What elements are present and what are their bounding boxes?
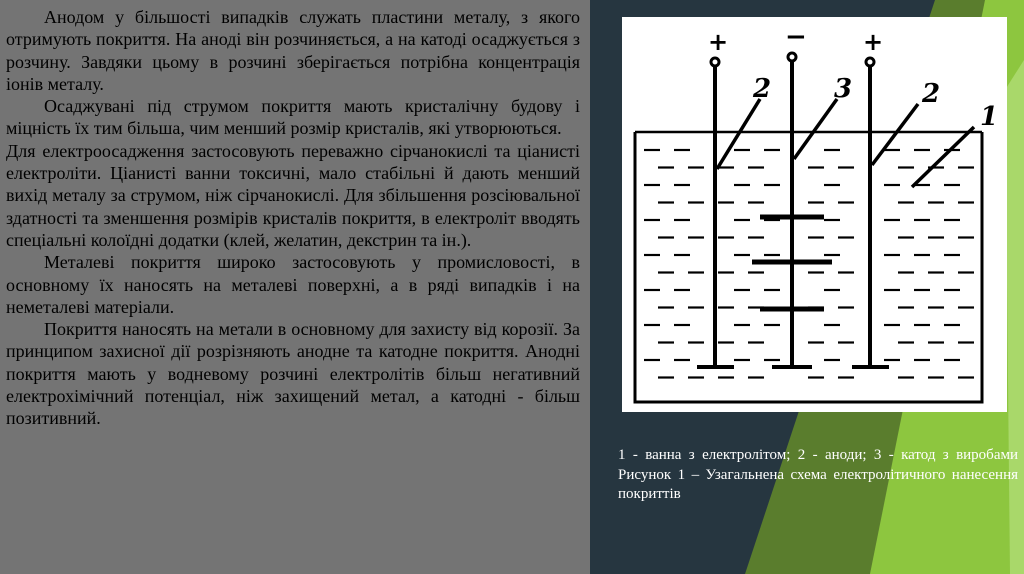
- label-anode-right: 2: [922, 79, 941, 109]
- diagram-svg: [622, 17, 1007, 412]
- anode-left-sign: +: [708, 28, 729, 56]
- electrolysis-diagram: [622, 17, 1007, 412]
- paragraph-1: Анодом у більшості випадків служать пластини металу, з якого отримують покриття. На аноді він розчиняється, а на катоді осаджується з розчину. Завдяки цьому в розчині зберігається потрібна концентрація іонів металу.: [6, 7, 580, 94]
- bath-walls: [635, 132, 982, 402]
- label-anode-left: 2: [753, 74, 772, 104]
- anode-left-terminal: [711, 58, 719, 66]
- leader-bath: [912, 127, 974, 187]
- paragraph-5: Покриття наносять на метали в основному для захисту від корозії. За принципом захисної дії розрізняють анодне та катодне покриття. Анодні покриття мають у водневому розчині електролітів більш негативний електрохімічний потенціал, ніж захищений метал, а катодні - більш позитивний.: [6, 319, 580, 429]
- leader-anode-right: [872, 104, 918, 165]
- paragraph-2: Осаджувані під струмом покриття мають кристалічну будову і міцність їх тим більша, чим менший розмір кристалів, які утворюються.: [6, 96, 580, 139]
- figure-caption: 1 - ванна з електролітом; 2 - аноди; 3 - катод з виробами Рисунок 1 – Узагальнена схема електролітичного нанесення покриттів: [618, 447, 1018, 502]
- paragraph-4: Металеві покриття широко застосовують у промисловості, в основному їх наносять на металеві поверхні, а в ряді випадків і на неметалеві матеріали.: [6, 252, 580, 317]
- leader-anode-left: [717, 99, 760, 169]
- body-text: [6, 6, 580, 430]
- anode-right-terminal: [866, 58, 874, 66]
- paragraph-3: Для електроосадження застосовують переважно сірчанокислі та ціанисті електроліти. Ціанисті ванни токсичні, мало стабільні й дають менший вихід металу за струмом, ніж сірчанокислі. Для збільшення розсіювальної здатності та зменшення розмірів кристалів покриття, в електроліт вводять спеціальні колоїдні додатки (клей, желатин, декстрин та ін.).: [6, 140, 580, 250]
- cathode-terminal: [788, 53, 796, 61]
- label-cathode: 3: [834, 74, 853, 104]
- label-bath: 1: [980, 102, 999, 132]
- cathode-sign: −: [785, 22, 807, 52]
- anode-right-sign: +: [863, 28, 884, 56]
